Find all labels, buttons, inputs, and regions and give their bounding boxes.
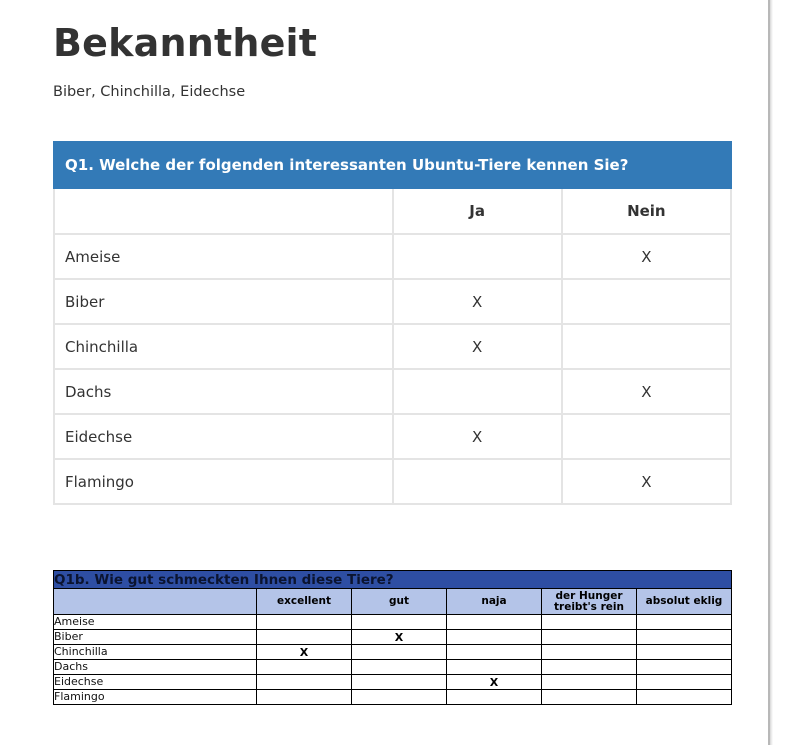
page-title: Bekanntheit xyxy=(53,21,318,65)
q1b-body xyxy=(54,615,732,705)
q1-cell-ja: X xyxy=(393,414,562,459)
q1-header-nein: Nein xyxy=(562,188,731,234)
q1b-header-naja: naja xyxy=(447,589,542,615)
q1b-row-label: Chinchilla xyxy=(54,645,257,660)
q1b-cell xyxy=(257,675,352,690)
q1-row-label: Eidechse xyxy=(54,414,393,459)
page-edge-shadow xyxy=(770,0,773,745)
q1b-cell xyxy=(447,690,542,705)
q1-body xyxy=(54,234,731,504)
q1b-cell xyxy=(257,615,352,630)
q1b-cell xyxy=(257,690,352,705)
q1b-cell xyxy=(447,645,542,660)
q1b-cell xyxy=(352,690,447,705)
q1b-cell xyxy=(257,660,352,675)
q1b-cell xyxy=(447,660,542,675)
q1b-cell: X xyxy=(257,645,352,660)
q1b-cell: X xyxy=(352,630,447,645)
q1b-row xyxy=(54,660,732,675)
q1b-row-label: Eidechse xyxy=(54,675,257,690)
q1b-cell xyxy=(637,615,732,630)
q1-row-label: Ameise xyxy=(54,234,393,279)
q1-row-label: Biber xyxy=(54,279,393,324)
q1b-header-excellent: excellent xyxy=(257,589,352,615)
q1-cell-ja xyxy=(393,369,562,414)
q1b-cell xyxy=(352,615,447,630)
q1-header-empty xyxy=(54,188,393,234)
q1-header-ja: Ja xyxy=(393,188,562,234)
q1b-cell xyxy=(447,630,542,645)
q1b-cell xyxy=(542,615,637,630)
q1b-cell xyxy=(542,645,637,660)
q1-row xyxy=(54,324,731,369)
q1b-cell xyxy=(352,675,447,690)
q1b-header-empty xyxy=(54,589,257,615)
q1-row-label: Dachs xyxy=(54,369,393,414)
q1b-cell xyxy=(542,660,637,675)
q1b-cell xyxy=(352,645,447,660)
q1b-cell xyxy=(257,630,352,645)
q1b-cell xyxy=(542,690,637,705)
q1-row-label: Chinchilla xyxy=(54,324,393,369)
page-subtitle: Biber, Chinchilla, Eidechse xyxy=(53,84,246,100)
q1b-header-gut: gut xyxy=(352,589,447,615)
q1b-cell xyxy=(542,675,637,690)
q1b-row xyxy=(54,645,732,660)
q1-row xyxy=(54,369,731,414)
q1b-row-label: Biber xyxy=(54,630,257,645)
q1b-row xyxy=(54,630,732,645)
q1b-row xyxy=(54,675,732,690)
q1-cell-nein xyxy=(562,279,731,324)
q1b-cell xyxy=(542,630,637,645)
q1b-cell xyxy=(447,615,542,630)
q1-row xyxy=(54,414,731,459)
q1b-header-eklig: absolut eklig xyxy=(637,589,732,615)
q1-cell-nein: X xyxy=(562,369,731,414)
q1-cell-ja: X xyxy=(393,279,562,324)
q1b-cell xyxy=(637,630,732,645)
q1-cell-nein xyxy=(562,324,731,369)
q1b-cell xyxy=(637,645,732,660)
q1-table xyxy=(53,141,732,505)
q1-row xyxy=(54,279,731,324)
q1-row xyxy=(54,459,731,504)
q1b-cell xyxy=(637,660,732,675)
q1-row xyxy=(54,234,731,279)
q1b-table xyxy=(53,570,732,705)
q1b-row-label: Flamingo xyxy=(54,690,257,705)
q1-cell-ja xyxy=(393,234,562,279)
q1b-row-label: Ameise xyxy=(54,615,257,630)
q1-question: Q1. Welche der folgenden interessanten Ubuntu-Tiere kennen Sie? xyxy=(54,142,731,188)
q1-cell-nein xyxy=(562,414,731,459)
q1b-header-hunger: der Hunger treibt's rein xyxy=(542,589,637,615)
q1b-cell: X xyxy=(447,675,542,690)
q1-cell-nein: X xyxy=(562,234,731,279)
q1b-cell xyxy=(352,660,447,675)
q1-row-label: Flamingo xyxy=(54,459,393,504)
q1b-question: Q1b. Wie gut schmeckten Ihnen diese Tiere? xyxy=(54,571,732,589)
q1b-row xyxy=(54,615,732,630)
q1b-cell xyxy=(637,675,732,690)
q1b-row-label: Dachs xyxy=(54,660,257,675)
q1b-cell xyxy=(637,690,732,705)
q1-cell-ja: X xyxy=(393,324,562,369)
q1b-row xyxy=(54,690,732,705)
q1-cell-ja xyxy=(393,459,562,504)
q1-cell-nein: X xyxy=(562,459,731,504)
